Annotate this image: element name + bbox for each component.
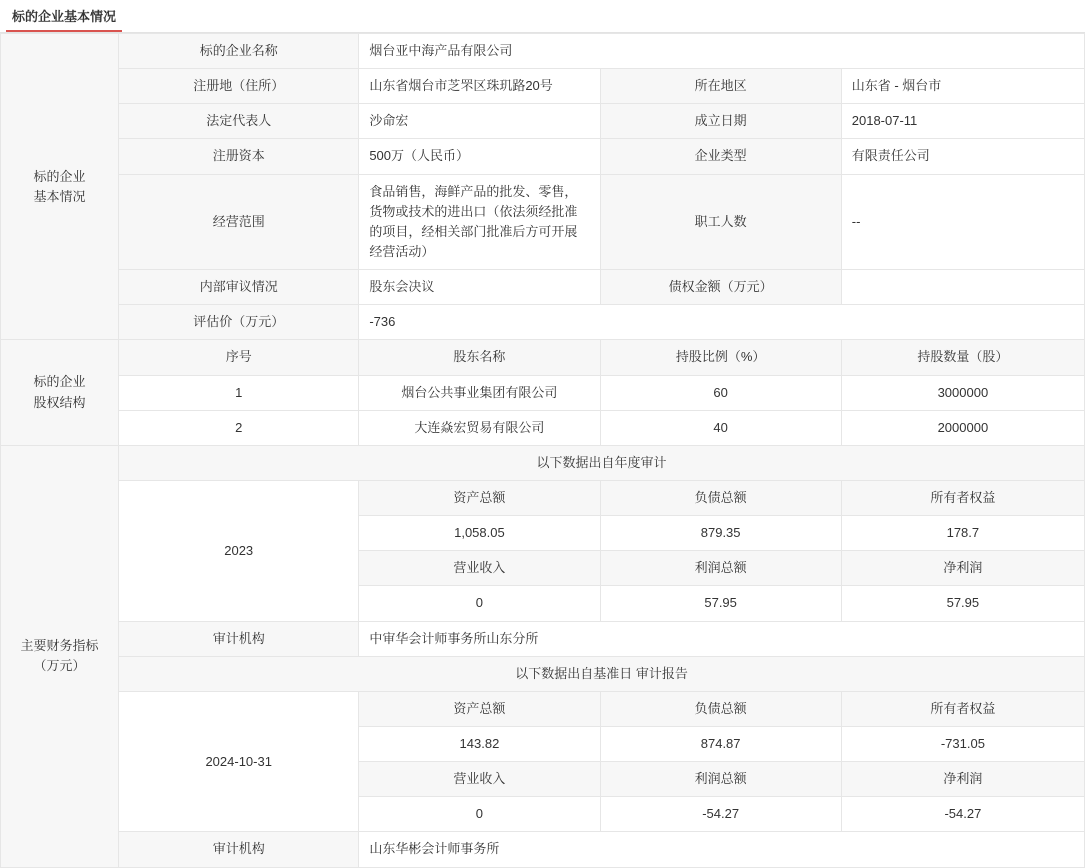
finance-benchmark-value-assets: 143.82 <box>359 726 600 761</box>
finance-benchmark-head-total-profit: 利润总额 <box>600 762 841 797</box>
finance-annual-value-net-profit: 57.95 <box>841 586 1084 621</box>
finance-annual-value-assets: 1,058.05 <box>359 516 600 551</box>
finance-annual-value-liabilities: 879.35 <box>600 516 841 551</box>
section-title-bar <box>0 0 1085 33</box>
side-header-finance-line2: （万元） <box>33 658 86 674</box>
side-header-equity <box>1 340 119 445</box>
equity-row-name: 烟台公共事业集团有限公司 <box>359 375 600 410</box>
equity-column-shares: 持股数量（股） <box>841 340 1084 375</box>
value-register-address: 山东省烟台市芝罘区珠玑路20号 <box>359 69 600 104</box>
finance-annual-head-equity: 所有者权益 <box>841 480 1084 515</box>
label-business-scope: 经营范围 <box>119 174 359 270</box>
table-row <box>1 174 1085 270</box>
equity-column-index: 序号 <box>119 340 359 375</box>
table-row <box>1 104 1085 139</box>
table-row <box>1 445 1085 480</box>
company-info-table <box>0 33 1085 868</box>
finance-annual-audit-label: 审计机构 <box>119 621 359 656</box>
finance-benchmark-head-revenue: 营业收入 <box>359 762 600 797</box>
label-region: 所在地区 <box>600 69 841 104</box>
label-company-name: 标的企业名称 <box>119 34 359 69</box>
value-legal-person: 沙命宏 <box>359 104 600 139</box>
label-valuation: 评估价（万元） <box>119 305 359 340</box>
finance-benchmark-value-total-profit: -54.27 <box>600 797 841 832</box>
label-register-address: 注册地（住所） <box>119 69 359 104</box>
side-header-basic <box>1 34 119 340</box>
table-row <box>1 270 1085 305</box>
finance-benchmark-period: 2024-10-31 <box>119 691 359 832</box>
value-valuation: -736 <box>359 305 1085 340</box>
finance-benchmark-banner: 以下数据出自基准日 审计报告 <box>119 656 1085 691</box>
value-internal-review: 股东会决议 <box>359 270 600 305</box>
finance-annual-audit-value: 中审华会计师事务所山东分所 <box>359 621 1085 656</box>
equity-column-name: 股东名称 <box>359 340 600 375</box>
finance-annual-head-liabilities: 负债总额 <box>600 480 841 515</box>
finance-annual-period: 2023 <box>119 480 359 621</box>
label-internal-review: 内部审议情况 <box>119 270 359 305</box>
table-row <box>1 410 1085 445</box>
table-row <box>1 832 1085 867</box>
equity-row-shares: 3000000 <box>841 375 1084 410</box>
finance-annual-value-total-profit: 57.95 <box>600 586 841 621</box>
value-business-scope: 食品销售，海鲜产品的批发、零售，货物或技术的进出口（依法须经批准的项目，经相关部门批准后方可开展经营活动） <box>359 174 600 270</box>
equity-row-shares: 2000000 <box>841 410 1084 445</box>
side-header-finance-line1: 主要财务指标 <box>20 638 99 654</box>
value-debt-amount <box>841 270 1084 305</box>
value-region: 山东省 - 烟台市 <box>841 69 1084 104</box>
side-header-equity-line2: 股权结构 <box>33 394 86 410</box>
value-employee-count: -- <box>841 174 1084 270</box>
finance-annual-value-revenue: 0 <box>359 586 600 621</box>
value-establish-date: 2018-07-11 <box>841 104 1084 139</box>
table-row <box>1 656 1085 691</box>
finance-benchmark-value-liabilities: 874.87 <box>600 726 841 761</box>
equity-row-index: 1 <box>119 375 359 410</box>
table-row <box>1 480 1085 515</box>
label-employee-count: 职工人数 <box>600 174 841 270</box>
finance-benchmark-value-equity: -731.05 <box>841 726 1084 761</box>
table-row <box>1 340 1085 375</box>
equity-row-name: 大连焱宏贸易有限公司 <box>359 410 600 445</box>
label-company-type: 企业类型 <box>600 139 841 174</box>
value-register-capital: 500万（人民币） <box>359 139 600 174</box>
finance-annual-head-revenue: 营业收入 <box>359 551 600 586</box>
side-header-equity-line1: 标的企业 <box>33 374 86 390</box>
label-legal-person: 法定代表人 <box>119 104 359 139</box>
label-register-capital: 注册资本 <box>119 139 359 174</box>
table-row <box>1 34 1085 69</box>
page-title: 标的企业基本情况 <box>6 2 122 32</box>
finance-benchmark-value-net-profit: -54.27 <box>841 797 1084 832</box>
equity-row-ratio: 40 <box>600 410 841 445</box>
finance-benchmark-audit-value: 山东华彬会计师事务所 <box>359 832 1085 867</box>
side-header-basic-line2: 基本情况 <box>33 188 86 204</box>
label-establish-date: 成立日期 <box>600 104 841 139</box>
finance-benchmark-head-equity: 所有者权益 <box>841 691 1084 726</box>
table-row <box>1 621 1085 656</box>
finance-benchmark-head-assets: 资产总额 <box>359 691 600 726</box>
table-row <box>1 69 1085 104</box>
finance-annual-value-equity: 178.7 <box>841 516 1084 551</box>
equity-row-ratio: 60 <box>600 375 841 410</box>
side-header-basic-line1: 标的企业 <box>33 168 86 184</box>
table-row <box>1 691 1085 726</box>
finance-benchmark-head-net-profit: 净利润 <box>841 762 1084 797</box>
equity-row-index: 2 <box>119 410 359 445</box>
finance-annual-head-assets: 资产总额 <box>359 480 600 515</box>
finance-benchmark-head-liabilities: 负债总额 <box>600 691 841 726</box>
table-row <box>1 139 1085 174</box>
finance-annual-banner: 以下数据出自年度审计 <box>119 445 1085 480</box>
finance-annual-head-total-profit: 利润总额 <box>600 551 841 586</box>
side-header-finance <box>1 445 119 867</box>
table-row <box>1 375 1085 410</box>
label-debt-amount: 债权金额（万元） <box>600 270 841 305</box>
finance-benchmark-audit-label: 审计机构 <box>119 832 359 867</box>
finance-benchmark-value-revenue: 0 <box>359 797 600 832</box>
value-company-type: 有限责任公司 <box>841 139 1084 174</box>
equity-column-ratio: 持股比例（%） <box>600 340 841 375</box>
value-company-name: 烟台亚中海产品有限公司 <box>359 34 1085 69</box>
table-row <box>1 305 1085 340</box>
finance-annual-head-net-profit: 净利润 <box>841 551 1084 586</box>
